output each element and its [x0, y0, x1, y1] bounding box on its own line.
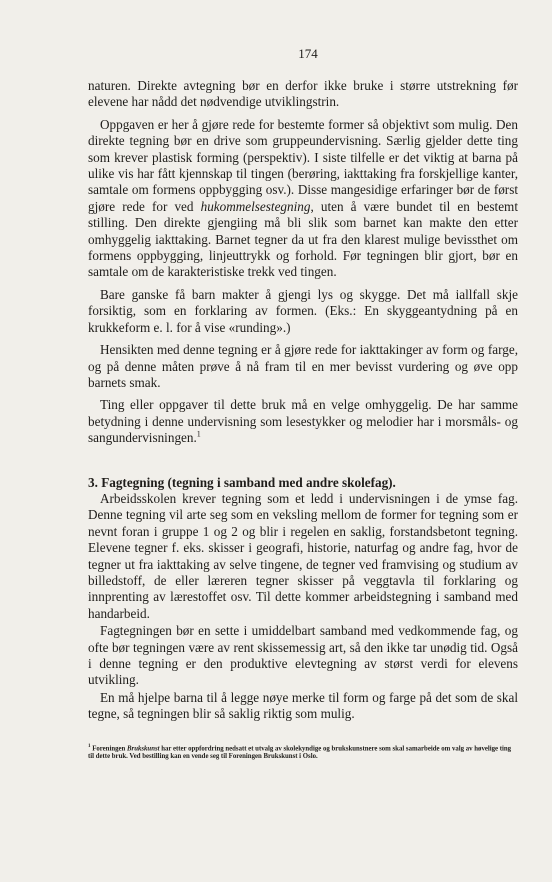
- emphasis-hukommelsestegning: hukommelsestegning: [200, 198, 311, 214]
- footnote: [88, 743, 518, 762]
- book-page: [88, 46, 518, 762]
- footnote-text-2: har etter oppfordring nedsatt et utvalg av skolekyndige og brukskunstnere som skal samarbeide om valg av høvelige ting til dette bruk. Ved bestilling kan en vende seg til Foreningen Brukskunst i Oslo.: [88, 744, 512, 761]
- paragraph-oppgaven-text-1: Oppgaven er her å gjøre rede for bestemte former så objektivt som mulig. Den direkte tegning bør en drive som gruppeundervisning. Særlig gjelder dette ting som krever plastisk forming (perspektiv). I siste tilfelle er det viktig at barna på ulike vis har fått kjennskap til tingen (berøring, iakttaking fra forskjellige kanter, samtale om formens oppbygging osv.). Disse mangesidige erfaringer bør de først gjøre rede for ved: [88, 116, 518, 214]
- paragraph-hjelpe-barna: En må hjelpe barna til å legge nøye merke til form og farge på det som de skal tegne, så tegningen blir så saklig riktig som mulig.: [88, 689, 518, 722]
- section-heading-fagtegning: 3. Fagtegning (tegning i samband med andre skolefag).: [88, 474, 396, 490]
- footnote-reference[interactable]: 1: [196, 429, 201, 439]
- paragraph-oppgaven-text-2: , uten å være bundet til en bestemt stilling. Den direkte gjengiing må bli slik som barnet kan makte den etter omhyggelig iakttaking. Barnet tegner da ut fra den klarest mulige bevissthet om formens oppbygging, linjeuttrykk og forhold. Før tegningen blir gjort, bør en samtale om de karakteristiske trekk ved tingen.: [88, 198, 518, 280]
- paragraph-arbeidsskolen: Arbeidsskolen krever tegning som et ledd i undervisningen i de ymse fag. Denne tegning vil arte seg som en veksling mellom de former for tegning som er nevnt foran i gruppe 1 og 2 og blir i regelen en saklig, forstandsbetont tegning. Elevene tegner f. eks. skisser i geografi, historie, naturfag og andre fag, hvor de tegner ut fra iakttaking av selve tingene, de tegner ved framvising og studium av billedstoff, de eller læreren tegner skisser på veggtavla til forklaring og innprenting av lærestoffet osv. Til dette kommer arbeidstegning i samband med handarbeid.: [88, 490, 518, 621]
- paragraph-ting-text: Ting eller oppgaver til dette bruk må en velge omhyggelig. De har samme betydning i denne undervisning som lesestykker og melodier har i morsmåls- og sangundervisningen.: [88, 397, 518, 446]
- footnote-emphasis-brukskunst: Brukskunst: [127, 744, 160, 752]
- paragraph-fagtegningen: Fagtegningen bør en sette i umiddelbart samband med vedkommende fag, og ofte bør tegningen være av rent skissemessig art, så den ikke tar unødig tid. Også i denne tegning er den produktive elevtegning av størst verdi for elevens utvikling.: [88, 623, 518, 688]
- footnote-text-1: Foreningen: [92, 744, 128, 752]
- paragraph-oppgaven: [88, 117, 518, 281]
- paragraph-ting-eller-oppgaver: [88, 397, 518, 446]
- paragraph-naturen: naturen. Direkte avtegning bør en derfor ikke bruke i større utstrekning før elevene har nådd det nødvendige utviklingstrin.: [88, 78, 518, 110]
- footnote-mark: 1: [88, 743, 91, 749]
- paragraph-lys-og-skygge: Bare ganske få barn makter å gjengi lys og skygge. Det må iallfall skje forsiktig, som en forklaring av formen. (Eks.: En skyggeantydning på en krukkeform e. l. for å vise «runding».): [88, 286, 518, 335]
- paragraph-hensikten: Hensikten med denne tegning er å gjøre rede for iakttakinger av form og farge, og på denne måten prøve å nå fram til en mer bevisst vurdering og øve opp barnets smak.: [88, 342, 518, 390]
- page-number: 174: [298, 46, 318, 61]
